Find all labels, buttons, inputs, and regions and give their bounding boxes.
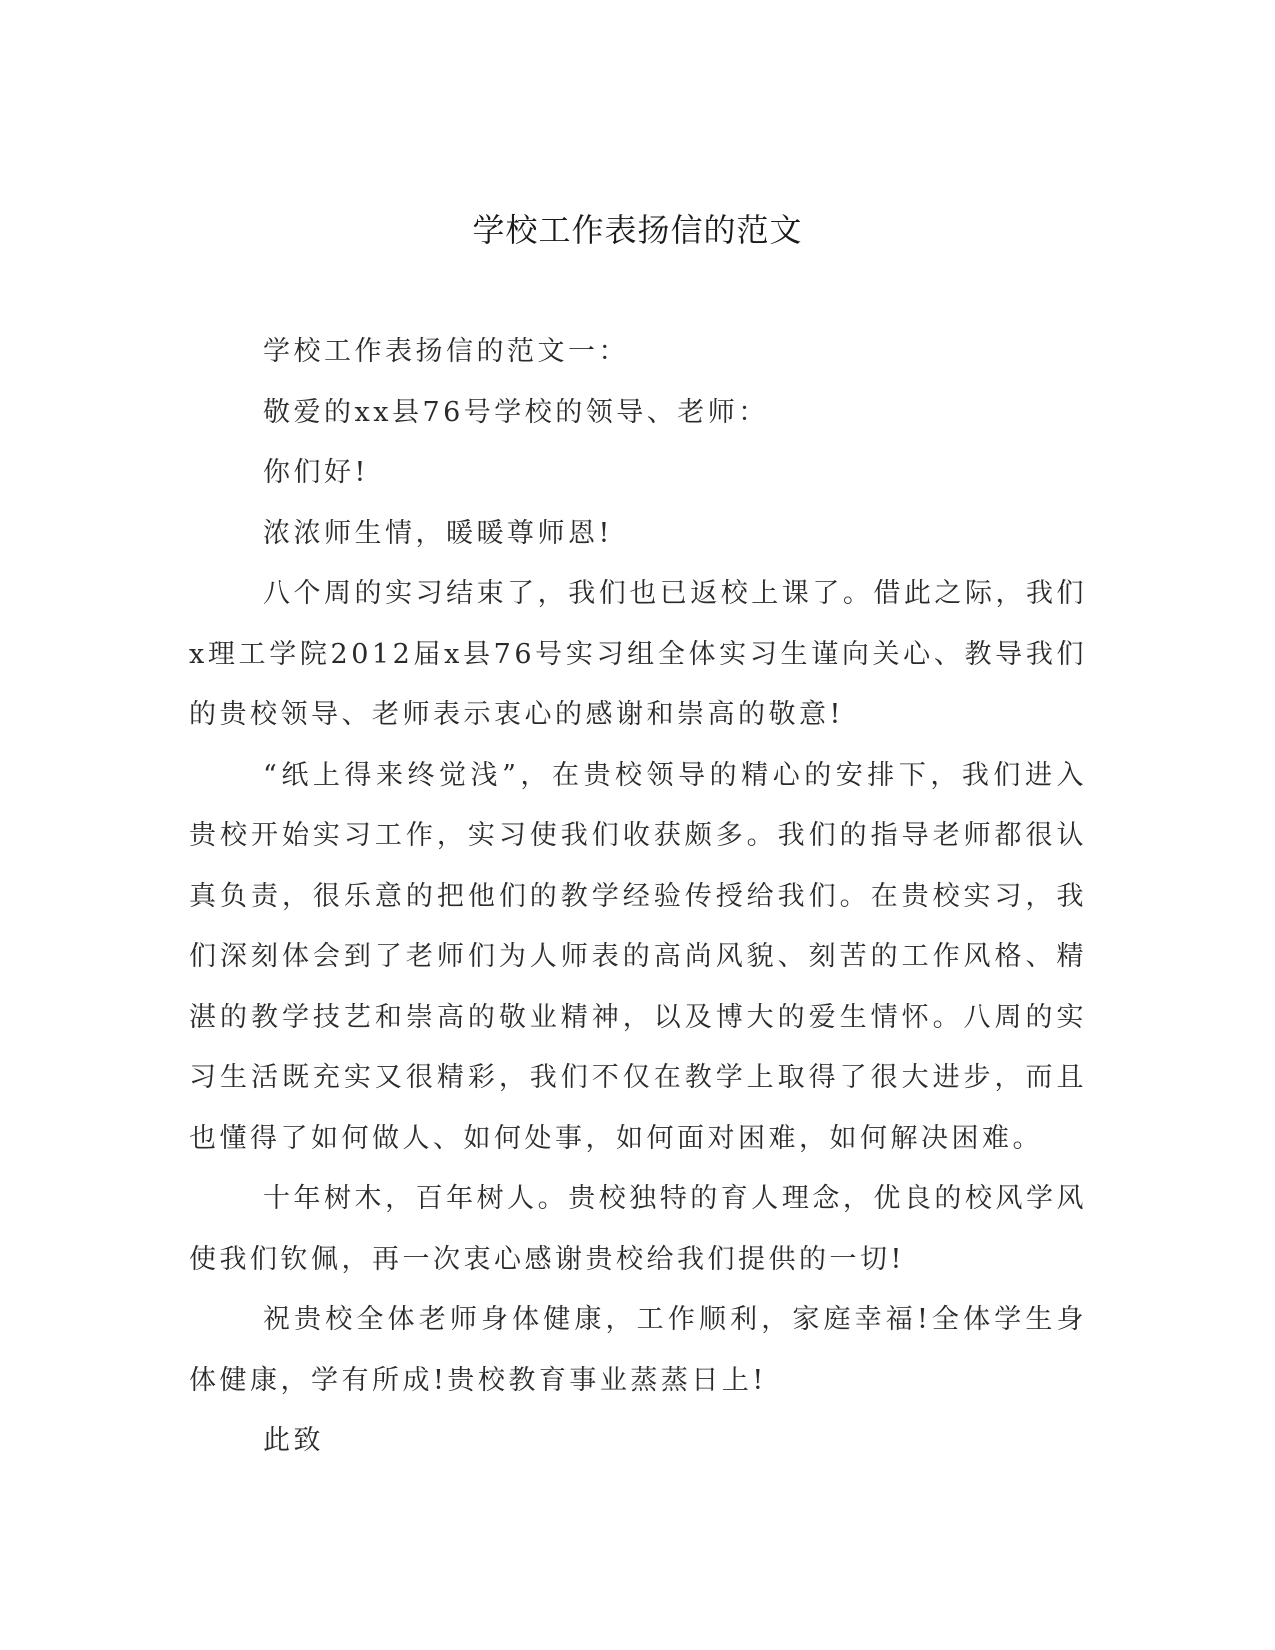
letter-heading: 学校工作表扬信的范文一： [263, 336, 629, 367]
letter-body [189, 322, 1087, 1472]
body-paragraph: 祝贵校全体老师身体健康，工作顺利，家庭幸福!全体学生身体健康，学有所成!贵校教育事业蒸蒸日上! [189, 1304, 1087, 1396]
greeting: 你们好! [263, 457, 369, 488]
salutation: 敬爱的xx县76号学校的领导、老师： [263, 396, 769, 428]
body-paragraph: “纸上得来终觉浅”，在贵校领导的精心的安排下，我们进入贵校开始实习工作，实习使我们收获颇多。我们的指导老师都很认真负责，很乐意的把他们的教学经验传授给我们。在贵校实习，我们深刻体会到了老师们为人师表的高尚风貌、刻苦的工作风格、精湛的教学技艺和崇高的敬业精神，以及博大的爱生情怀。八周的实习生活既充实又很精彩，我们不仅在教学上取得了很大进步，而且也懂得了如何做人、如何处事，如何面对困难，如何解决困难。 [189, 759, 1087, 1154]
body-paragraph: 八个周的实习结束了，我们也已返校上课了。借此之际，我们x理工学院2012届x县76号实习组全体实习生谨向关心、教导我们的贵校领导、老师表示衷心的感谢和崇高的敬意! [189, 578, 1087, 730]
closing-line: 此致 [263, 1425, 324, 1456]
document-title: 学校工作表扬信的范文 [472, 211, 803, 249]
opening-line: 浓浓师生情，暖暖尊师恩! [263, 517, 613, 549]
body-paragraph: 十年树木，百年树人。贵校独特的育人理念，优良的校风学风使我们钦佩，再一次衷心感谢贵校给我们提供的一切! [189, 1183, 1087, 1275]
